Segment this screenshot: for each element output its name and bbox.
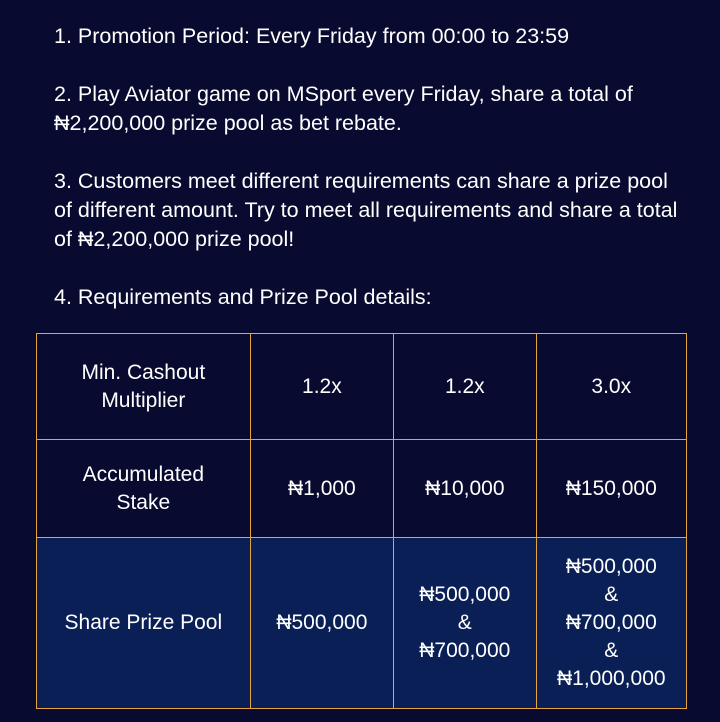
prize-line: ₦500,000 — [276, 611, 368, 634]
prize-line: & — [457, 611, 472, 634]
stake-tier-3: ₦150,000 — [536, 440, 686, 538]
prize-line: ₦500,000 — [565, 555, 657, 578]
label-line: Accumulated — [82, 462, 205, 486]
table-row-accumulated-stake — [37, 440, 687, 538]
prize-tier-2 — [394, 538, 536, 709]
rule-requirements: 3. Customers meet different requirements can share a prize pool of different amount. Try to meet all requirements and share a total of ₦2,200,000 prize pool! — [54, 169, 678, 251]
cashout-tier-3: 3.0x — [536, 334, 686, 440]
rule-prize-pool-total: 2. Play Aviator game on MSport every Friday, share a total of ₦2,200,000 prize pool as bet rebate. — [54, 82, 633, 135]
rule-details-heading: 4. Requirements and Prize Pool details: — [54, 285, 432, 309]
row-label-min-cashout — [37, 334, 251, 440]
label-line: Multiplier — [101, 388, 186, 412]
cashout-tier-2: 1.2x — [394, 334, 536, 440]
promotion-rules — [54, 22, 684, 341]
label-line: Stake — [116, 490, 171, 514]
cashout-tier-1: 1.2x — [250, 334, 393, 440]
prize-tier-1 — [250, 538, 393, 709]
prize-line: & — [604, 639, 619, 662]
row-label-accumulated-stake — [37, 440, 251, 538]
prize-tier-3 — [536, 538, 686, 709]
row-label-share-prize-pool: Share Prize Pool — [37, 538, 251, 709]
label-line: Min. Cashout — [81, 360, 206, 384]
requirements-table — [36, 333, 687, 709]
prize-line: & — [604, 583, 619, 606]
prize-line: ₦700,000 — [565, 611, 657, 634]
prize-line: ₦700,000 — [419, 639, 511, 662]
stake-tier-1: ₦1,000 — [250, 440, 393, 538]
stake-tier-2: ₦10,000 — [394, 440, 536, 538]
table-row-share-prize-pool — [37, 538, 687, 709]
rule-promotion-period: 1. Promotion Period: Every Friday from 00:00 to 23:59 — [54, 24, 570, 48]
table-row-min-cashout — [37, 334, 687, 440]
prize-line: ₦500,000 — [419, 583, 511, 606]
prize-line: ₦1,000,000 — [556, 667, 666, 690]
